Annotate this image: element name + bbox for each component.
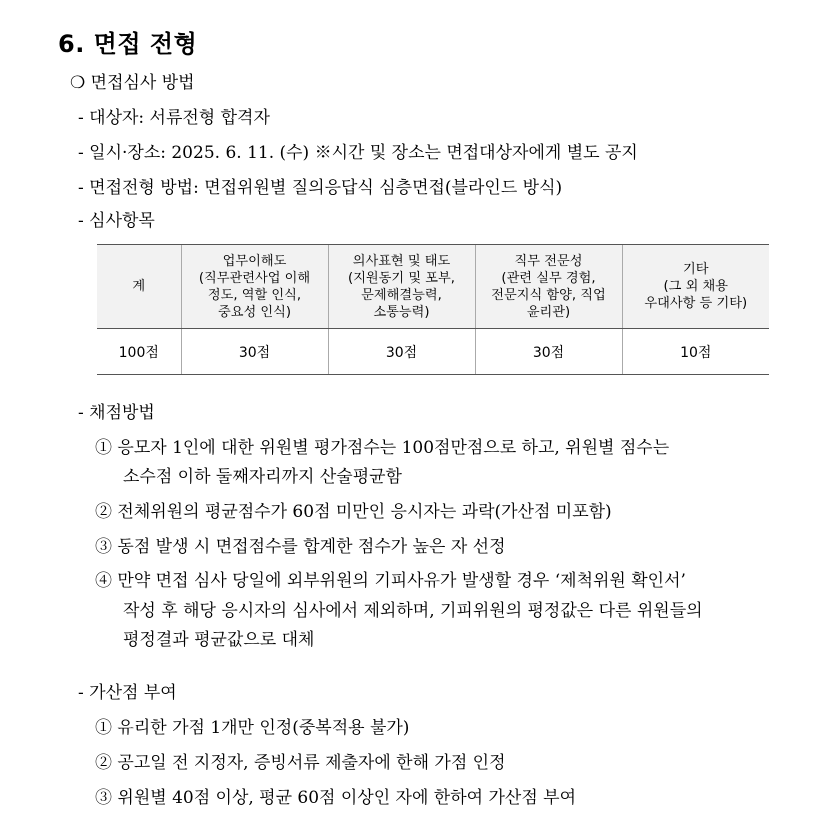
score-table [97, 244, 769, 375]
header-job-understanding: 업무이해도 (직무관련사업 이해 정도, 역할 인식, 중요성 인식) [181, 245, 328, 329]
scoring-heading: - 채점방법 [78, 403, 155, 423]
item-schedule: - 일시·장소: 2025. 6. 11. (수) ※시간 및 장소는 면접대상자에게 별도 공지 [78, 143, 638, 163]
section-title: 6. 면접 전형 [58, 30, 198, 58]
bonus-heading: - 가산점 부여 [78, 683, 177, 703]
header-expression-attitude: 의사표현 및 태도 (지원동기 및 포부, 문제해결능력, 소통능력) [328, 245, 475, 329]
score-other: 10점 [622, 329, 769, 375]
scoring-rule-3: ③ 동점 발생 시 면접점수를 합계한 점수가 높은 자 선정 [95, 537, 506, 557]
subsection-heading: ❍ 면접심사 방법 [70, 73, 195, 93]
score-table-header-row [97, 245, 769, 329]
score-job-understanding: 30점 [181, 329, 328, 375]
scoring-rule-1-cont: 소수점 이하 둘째자리까지 산술평균함 [123, 467, 402, 487]
scoring-rule-4-cont-1: 작성 후 해당 응시자의 심사에서 제외하며, 기피위원의 평정값은 다른 위원들의 [123, 601, 703, 621]
item-criteria: - 심사항목 [78, 211, 155, 231]
header-job-expertise: 직무 전문성 (관련 실무 경험, 전문지식 함양, 직업 윤리관) [475, 245, 622, 329]
item-target: - 대상자: 서류전형 합격자 [78, 108, 270, 128]
scoring-rule-4-cont-2: 평정결과 평균값으로 대체 [123, 630, 315, 650]
bonus-rule-1: ① 유리한 가점 1개만 인정(중복적용 불가) [95, 718, 410, 738]
header-other: 기타 (그 외 채용 우대사항 등 기타) [622, 245, 769, 329]
scoring-rule-4: ④ 만약 면접 심사 당일에 외부위원의 기피사유가 발생할 경우 ‘제척위원 확인서’ [95, 571, 686, 591]
header-total: 계 [97, 245, 181, 329]
bonus-rule-2: ② 공고일 전 지정자, 증빙서류 제출자에 한해 가점 인정 [95, 753, 506, 773]
score-table-row [97, 329, 769, 375]
bonus-rule-3: ③ 위원별 40점 이상, 평균 60점 이상인 자에 한하여 가산점 부여 [95, 788, 576, 808]
scoring-rule-1: ① 응모자 1인에 대한 위원별 평가점수는 100점만점으로 하고, 위원별 점수는 [95, 438, 670, 458]
scoring-rule-2: ② 전체위원의 평균점수가 60점 미만인 응시자는 과락(가산점 미포함) [95, 502, 612, 522]
score-expression-attitude: 30점 [328, 329, 475, 375]
score-total: 100점 [97, 329, 181, 375]
item-method: - 면접전형 방법: 면접위원별 질의응답식 심층면접(블라인드 방식) [78, 178, 563, 198]
score-job-expertise: 30점 [475, 329, 622, 375]
